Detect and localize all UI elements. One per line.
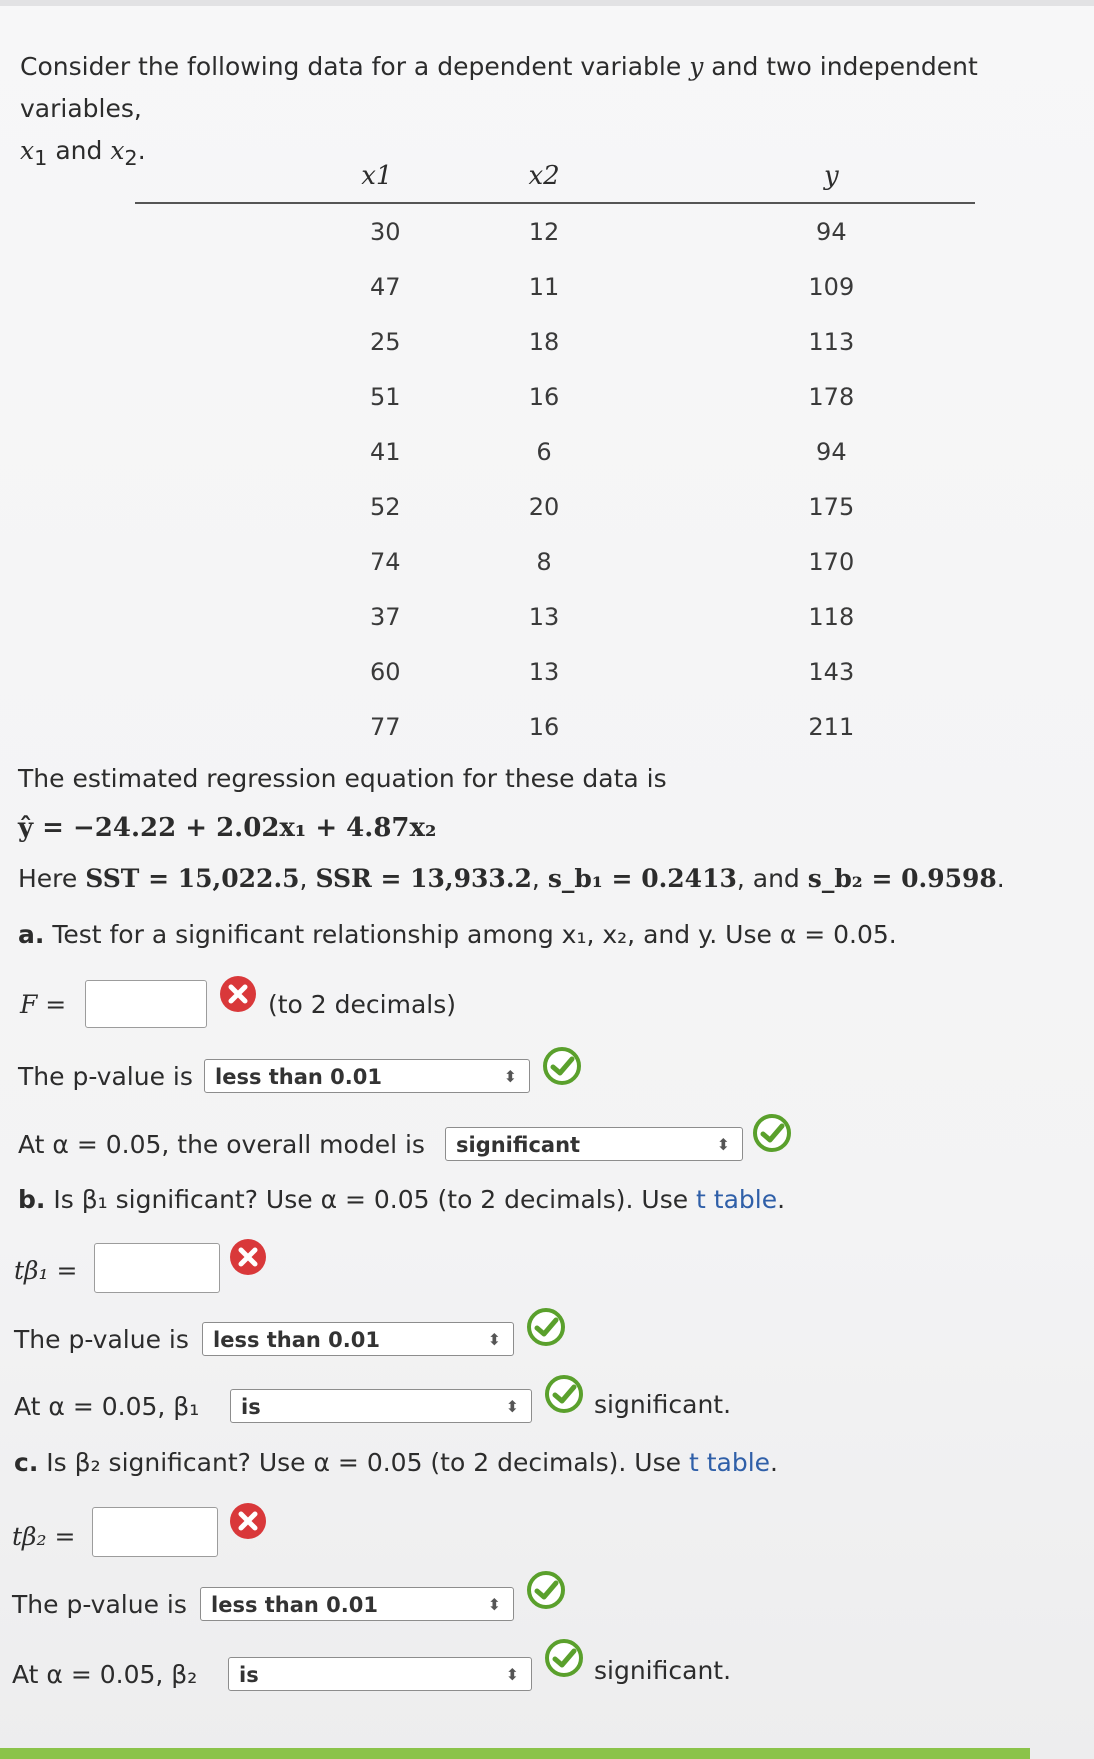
check-circle-icon (544, 1638, 584, 1678)
table-row: 51 16 178 (369, 382, 855, 411)
beta2-significance-select[interactable]: is ⬍ (228, 1657, 532, 1691)
part-a-p-value-select[interactable]: less than 0.01 ⬍ (204, 1059, 530, 1093)
t-table-link[interactable]: t table (688, 1448, 771, 1477)
table-row: 30 12 94 (369, 217, 847, 246)
check-circle-icon (544, 1374, 584, 1414)
part-b-sig-label: At α = 0.05, β₁ (14, 1392, 200, 1421)
t-table-link[interactable]: t table (696, 1185, 778, 1214)
table-row: 25 18 113 (369, 327, 855, 356)
chevron-updown-icon: ⬍ (505, 1665, 519, 1684)
check-circle-icon (752, 1113, 792, 1153)
part-c-sig-label: At α = 0.05, β₂ (12, 1660, 198, 1689)
x-circle-icon (218, 974, 258, 1014)
part-a-p-label: The p-value is (18, 1062, 193, 1091)
table-row: 41 6 94 (369, 437, 847, 466)
top-border (0, 0, 1094, 6)
part-a-question: a. Test for a significant relationship among x₁, x₂, and y. Use α = 0.05. (18, 920, 897, 949)
f-hint: (to 2 decimals) (268, 990, 456, 1019)
part-b-sig-suffix: significant. (594, 1390, 732, 1419)
table-row: 60 13 143 (369, 657, 855, 686)
part-c-sig-suffix: significant. (594, 1656, 732, 1685)
part-a-model-label: At α = 0.05, the overall model is (18, 1130, 425, 1159)
regression-intro: The estimated regression equation for these data is (18, 764, 667, 793)
question-intro: Consider the following data for a dependent variable y and two independent variables, $x_1$ and $x_2$. (20, 52, 978, 170)
t-beta2-label: tβ₂ = (12, 1522, 76, 1551)
header-x2: x2 (400, 150, 687, 203)
x-circle-icon (228, 1501, 268, 1541)
part-b-p-label: The p-value is (14, 1325, 189, 1354)
check-circle-icon (526, 1307, 566, 1347)
part-b-p-value-select[interactable]: less than 0.01 ⬍ (202, 1322, 514, 1356)
data-table (135, 150, 975, 754)
chevron-updown-icon: ⬍ (487, 1330, 501, 1349)
part-c-question: c. Is β₂ significant? Use α = 0.05 (to 2 decimals). Use t table. (14, 1448, 778, 1477)
f-stat-input[interactable] (85, 980, 207, 1028)
table-row: 47 11 109 (369, 272, 855, 301)
chevron-updown-icon: ⬍ (716, 1135, 730, 1154)
header-x1: x1 (135, 150, 400, 203)
t-beta2-input[interactable] (92, 1507, 218, 1557)
beta1-significance-select[interactable]: is ⬍ (230, 1389, 532, 1423)
header-y: y (688, 150, 975, 203)
part-c-p-value-select[interactable]: less than 0.01 ⬍ (200, 1587, 514, 1621)
regression-equation: ŷ = −24.22 + 2.02x₁ + 4.87x₂ (18, 813, 437, 843)
check-circle-icon (542, 1046, 582, 1086)
x-circle-icon (228, 1237, 268, 1277)
chevron-updown-icon: ⬍ (487, 1595, 501, 1614)
t-beta1-label: tβ₁ = (14, 1256, 78, 1285)
table-row: 52 20 175 (369, 492, 855, 521)
table-row: 37 13 118 (369, 602, 855, 631)
check-circle-icon (526, 1570, 566, 1610)
table-row: 77 16 211 (369, 712, 855, 741)
overall-model-select[interactable]: significant ⬍ (445, 1127, 743, 1161)
part-c-p-label: The p-value is (12, 1590, 187, 1619)
f-label: F = (20, 990, 67, 1019)
chevron-updown-icon: ⬍ (505, 1397, 519, 1416)
chevron-updown-icon: ⬍ (503, 1067, 517, 1086)
t-beta1-input[interactable] (94, 1243, 220, 1293)
regression-stats: Here SST = 15,022.5, SSR = 13,933.2, s_b₁ = 0.2413, and s_b₂ = 0.9598. (18, 864, 1005, 893)
progress-bar-strip (0, 1748, 1030, 1759)
table-row: 74 8 170 (369, 547, 855, 576)
part-b-question: b. Is β₁ significant? Use α = 0.05 (to 2 decimals). Use t table. (18, 1185, 786, 1214)
